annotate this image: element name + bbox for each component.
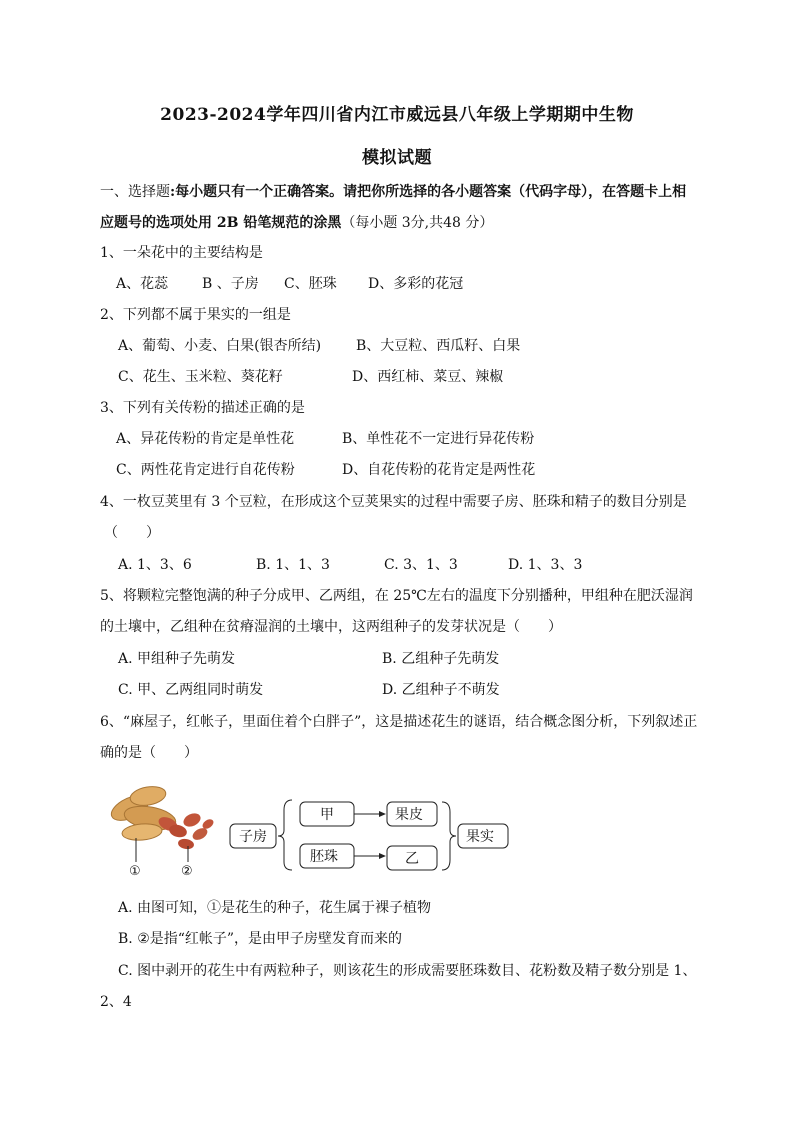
question-2-option-a: A、葡萄、小麦、白果(银杏所结) (118, 338, 322, 354)
question-1-option-c: C、胚珠 (284, 276, 337, 292)
question-4-stem-cont: （ ） (104, 525, 160, 541)
question-5-option-d: D. 乙组种子不萌发 (382, 682, 500, 698)
question-5-stem-cont: 的土壤中，乙组种在贫瘠湿润的土壤中，这两组种子的发芽状况是（ ） (100, 619, 562, 635)
ovule-label: 胚珠 (310, 849, 338, 865)
fruit-label: 果实 (466, 829, 494, 845)
peanut-illustration-icon (108, 784, 216, 850)
question-4-option-d: D. 1、3、3 (508, 557, 583, 573)
question-4-option-a: A. 1、3、6 (118, 557, 192, 573)
peanut-concept-diagram (100, 776, 520, 880)
question-5-stem: 5、将颗粒完整饱满的种子分成甲、乙两组，在 25℃左右的温度下分别播种，甲组种在肥沃湿润 (100, 588, 693, 604)
question-5-option-b: B. 乙组种子先萌发 (382, 651, 500, 667)
question-3-option-c: C、两性花肯定进行自花传粉 (116, 462, 295, 478)
question-6-option-a: A. 由图可知，①是花生的种子，花生属于裸子植物 (118, 900, 432, 916)
diagram-mark-1: ① (129, 864, 141, 879)
section-instruction-line1 (100, 183, 686, 201)
question-6-stem: 6、“麻屋子，红帐子，里面住着个白胖子”，这是描述花生的谜语，结合概念图分析，下列叙述正 (100, 714, 698, 730)
question-4-option-b: B. 1、1、3 (256, 557, 330, 573)
section-instruction-line2 (100, 214, 493, 232)
jia-label: 甲 (320, 807, 334, 823)
ovary-label: 子房 (239, 829, 267, 845)
question-2-option-d: D、西红柿、菜豆、辣椒 (352, 369, 504, 385)
question-2-option-c: C、花生、玉米粒、葵花籽 (118, 369, 283, 385)
question-3-stem: 3、下列有关传粉的描述正确的是 (100, 400, 305, 416)
question-2-stem: 2、下列都不属于果实的一组是 (100, 307, 291, 323)
question-6-option-c-cont: 2、4 (100, 994, 132, 1010)
question-6-option-c: C. 图中剥开的花生中有两粒种子，则该花生的形成需要胚珠数目、花粉数及精子数分别是 1、 (118, 963, 697, 979)
question-1-option-b: B 、子房 (202, 276, 259, 292)
section-label: 一、选择题 (100, 184, 170, 200)
section-instruction2-bold: 应题号的选项处用 2B 铅笔规范的涂黑 (100, 215, 342, 231)
exam-title-line1: 2023-2024学年四川省内江市威远县八年级上学期期中生物 (160, 105, 634, 125)
question-6-stem-cont: 确的是（ ） (100, 745, 198, 761)
section-instruction2-normal: （每小题 3分,共48 分） (341, 215, 494, 231)
question-4-stem: 4、一枚豆荚里有 3 个豆粒，在形成这个豆荚果实的过程中需要子房、胚珠和精子的数目分别是 (100, 494, 687, 510)
question-3-option-a: A、异花传粉的肯定是单性花 (116, 431, 295, 447)
section-instruction-bold: :每小题只有一个正确答案。请把你所选择的各小题答案（代码字母），在答题卡上相 (170, 184, 687, 200)
question-6-option-b: B. ②是指“红帐子”，是由甲子房壁发育而来的 (118, 931, 403, 947)
question-3-option-d: D、自花传粉的花肯定是两性花 (342, 462, 536, 478)
question-5-option-c: C. 甲、乙两组同时萌发 (118, 682, 264, 698)
exam-title-line2: 模拟试题 (362, 148, 432, 168)
question-3-option-b: B、单性花不一定进行异花传粉 (342, 431, 535, 447)
question-4-option-c: C. 3、1、3 (384, 557, 458, 573)
question-2-option-b: B、大豆粒、西瓜籽、白果 (356, 338, 521, 354)
question-5-option-a: A. 甲组种子先萌发 (118, 651, 236, 667)
diagram-mark-2: ② (181, 864, 193, 879)
question-1-option-a: A、花蕊 (116, 276, 169, 292)
question-1-stem: 1、一朵花中的主要结构是 (100, 245, 263, 261)
pericarp-label: 果皮 (395, 807, 423, 823)
yi-label: 乙 (405, 851, 419, 867)
question-1-option-d: D、多彩的花冠 (368, 276, 464, 292)
